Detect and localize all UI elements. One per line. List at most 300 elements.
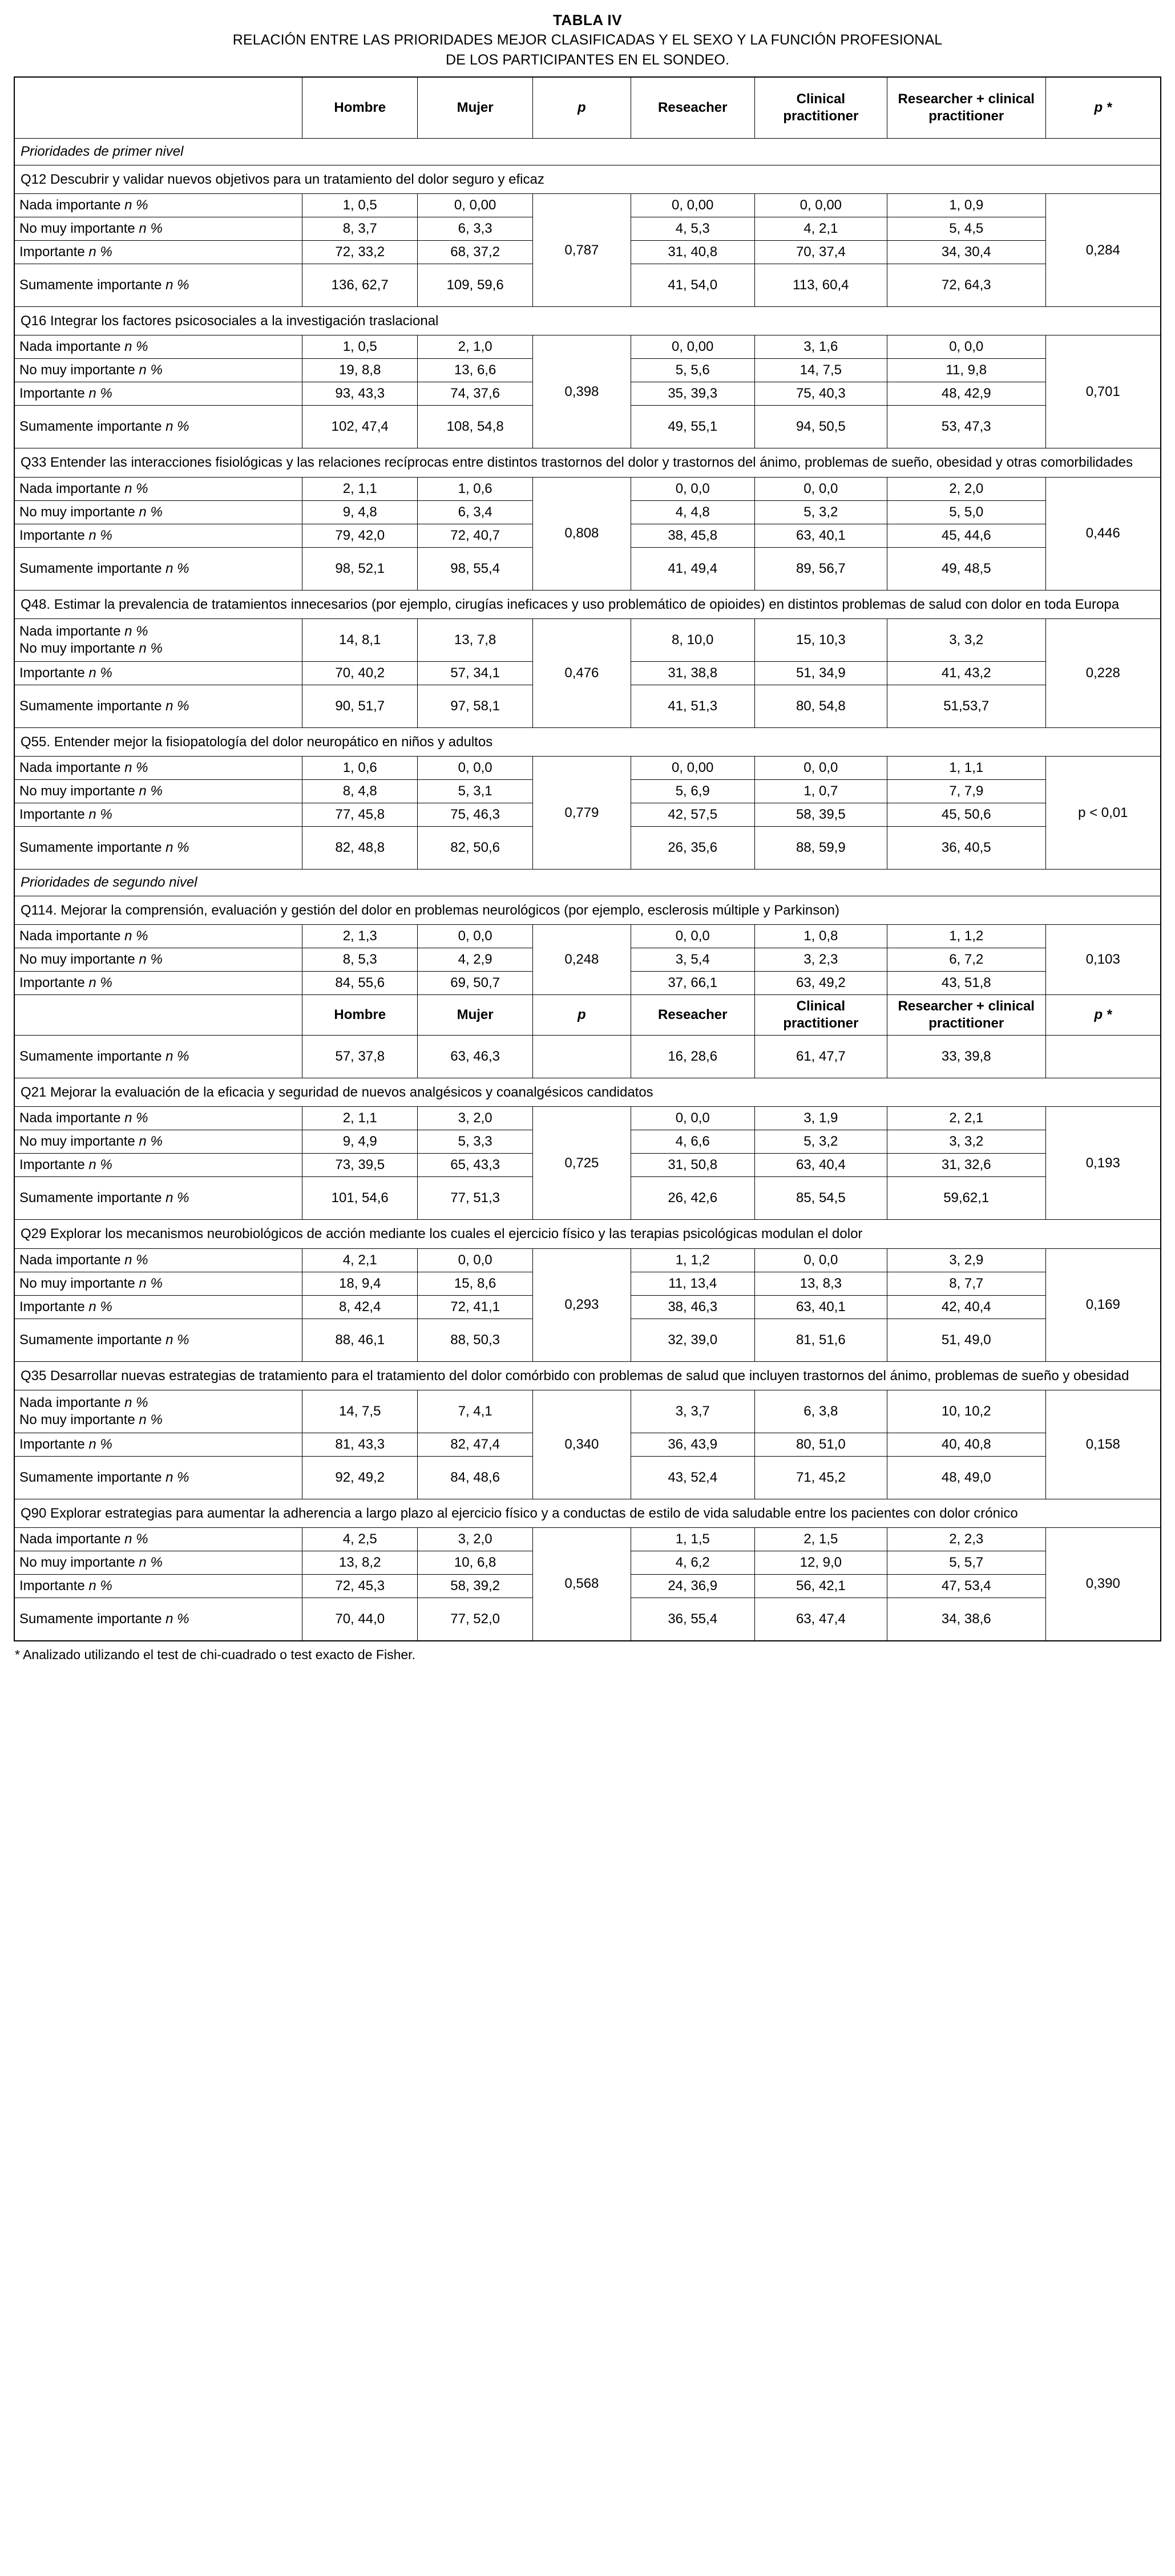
cell-researcher: 41, 54,0 bbox=[631, 264, 754, 307]
cell-researcher: 42, 57,5 bbox=[631, 803, 754, 827]
row-label-nada-y-no-muy-importante: Nada importante n % No muy importante n % bbox=[14, 618, 302, 661]
cell-mujer: 84, 48,6 bbox=[418, 1456, 533, 1499]
row-label-no-muy-importante: No muy importante n % bbox=[14, 359, 302, 382]
cell-researcher: 4, 6,6 bbox=[631, 1130, 754, 1154]
cell-clinical: 94, 50,5 bbox=[754, 406, 887, 448]
row-label-no-muy-importante: No muy importante n % bbox=[14, 217, 302, 241]
row-label-sumamente-importante: Sumamente importante n % bbox=[14, 1177, 302, 1220]
question-row-q33 bbox=[14, 448, 1161, 477]
cell-p-star: 0,103 bbox=[1045, 925, 1161, 995]
cell-clinical: 12, 9,0 bbox=[754, 1551, 887, 1574]
cell-clinical: 3, 1,9 bbox=[754, 1107, 887, 1130]
cell-clinical: 63, 40,4 bbox=[754, 1154, 887, 1177]
question-text: Q12 Descubrir y validar nuevos objetivos para un tratamiento del dolor seguro y eficaz bbox=[14, 165, 1161, 194]
cell-both: 1, 1,1 bbox=[887, 757, 1045, 780]
cell-clinical: 61, 47,7 bbox=[754, 1036, 887, 1078]
cell-p: 0,787 bbox=[533, 194, 631, 307]
cell-hombre: 57, 37,8 bbox=[302, 1036, 418, 1078]
cell-clinical: 4, 2,1 bbox=[754, 217, 887, 241]
section-label: Prioridades de primer nivel bbox=[14, 139, 1161, 165]
table-row bbox=[14, 1527, 1161, 1551]
table-row bbox=[14, 194, 1161, 217]
row-label-no-muy-importante: No muy importante n % bbox=[14, 500, 302, 524]
cell-mujer: 77, 52,0 bbox=[418, 1598, 533, 1641]
cell-clinical: 63, 40,1 bbox=[754, 524, 887, 547]
cell-mujer: 15, 8,6 bbox=[418, 1272, 533, 1295]
table-caption-line-2: DE LOS PARTICIPANTES EN EL SONDEO. bbox=[445, 51, 730, 68]
row-label-sumamente-importante: Sumamente importante n % bbox=[14, 1036, 302, 1078]
cell-researcher: 5, 5,6 bbox=[631, 359, 754, 382]
cell-hombre: 70, 44,0 bbox=[302, 1598, 418, 1641]
cell-researcher: 37, 66,1 bbox=[631, 972, 754, 995]
header-researcher-clinical: Researcher + clinical practitioner bbox=[887, 995, 1045, 1036]
cell-researcher: 3, 3,7 bbox=[631, 1390, 754, 1433]
cell-researcher: 41, 51,3 bbox=[631, 685, 754, 727]
cell-p: 0,568 bbox=[533, 1527, 631, 1641]
row-label-importante: Importante n % bbox=[14, 972, 302, 995]
cell-mujer: 74, 37,6 bbox=[418, 382, 533, 406]
cell-researcher: 0, 0,0 bbox=[631, 1107, 754, 1130]
cell-mujer: 3, 2,0 bbox=[418, 1107, 533, 1130]
header-researcher-clinical: Researcher + clinical practitioner bbox=[887, 77, 1045, 139]
question-text: Q16 Integrar los factores psicosociales a la investigación traslacional bbox=[14, 307, 1161, 335]
cell-both: 41, 43,2 bbox=[887, 661, 1045, 685]
cell-clinical: 70, 37,4 bbox=[754, 241, 887, 264]
cell-mujer: 13, 6,6 bbox=[418, 359, 533, 382]
cell-researcher: 31, 38,8 bbox=[631, 661, 754, 685]
cell-both: 3, 2,9 bbox=[887, 1248, 1045, 1272]
question-text: Q35 Desarrollar nuevas estrategias de tratamiento para el tratamiento del dolor comórbido con problemas de salud que incluyen trastornos del ánimo, problemas de sueño y obesidad bbox=[14, 1361, 1161, 1390]
cell-clinical: 14, 7,5 bbox=[754, 359, 887, 382]
cell-hombre: 82, 48,8 bbox=[302, 827, 418, 870]
cell-hombre: 1, 0,5 bbox=[302, 335, 418, 359]
cell-hombre: 77, 45,8 bbox=[302, 803, 418, 827]
cell-p-star: p < 0,01 bbox=[1045, 757, 1161, 870]
cell-mujer: 5, 3,1 bbox=[418, 780, 533, 803]
cell-both: 5, 5,0 bbox=[887, 500, 1045, 524]
cell-mujer: 98, 55,4 bbox=[418, 547, 533, 590]
cell-researcher: 4, 4,8 bbox=[631, 500, 754, 524]
question-row-q48 bbox=[14, 590, 1161, 618]
cell-p bbox=[533, 1036, 631, 1078]
table-number: TABLA IV bbox=[553, 11, 622, 29]
cell-hombre: 13, 8,2 bbox=[302, 1551, 418, 1574]
cell-hombre: 72, 45,3 bbox=[302, 1574, 418, 1598]
cell-mujer: 0, 0,0 bbox=[418, 757, 533, 780]
table-row bbox=[14, 618, 1161, 661]
cell-both: 53, 47,3 bbox=[887, 406, 1045, 448]
row-label-importante: Importante n % bbox=[14, 382, 302, 406]
header-mujer: Mujer bbox=[418, 995, 533, 1036]
section-header-level-2 bbox=[14, 870, 1161, 896]
cell-researcher: 11, 13,4 bbox=[631, 1272, 754, 1295]
cell-hombre: 81, 43,3 bbox=[302, 1433, 418, 1456]
header-clinical-practitioner: Clinical practitioner bbox=[754, 995, 887, 1036]
cell-p-star: 0,169 bbox=[1045, 1248, 1161, 1361]
cell-both: 1, 1,2 bbox=[887, 925, 1045, 948]
row-label-nada-importante: Nada importante n % bbox=[14, 925, 302, 948]
header-researcher: Reseacher bbox=[631, 995, 754, 1036]
cell-researcher: 41, 49,4 bbox=[631, 547, 754, 590]
cell-clinical: 1, 0,8 bbox=[754, 925, 887, 948]
question-text: Q48. Estimar la prevalencia de tratamientos innecesarios (por ejemplo, cirugías ineficaces y uso problemático de opioides) en distintos problemas de salud con dolor en toda Europa bbox=[14, 590, 1161, 618]
cell-mujer: 57, 34,1 bbox=[418, 661, 533, 685]
cell-researcher: 4, 5,3 bbox=[631, 217, 754, 241]
cell-both: 5, 4,5 bbox=[887, 217, 1045, 241]
cell-p-star: 0,228 bbox=[1045, 618, 1161, 727]
cell-both: 3, 3,2 bbox=[887, 1130, 1045, 1154]
cell-researcher: 0, 0,00 bbox=[631, 335, 754, 359]
cell-both: 43, 51,8 bbox=[887, 972, 1045, 995]
cell-hombre: 8, 5,3 bbox=[302, 948, 418, 972]
cell-clinical: 88, 59,9 bbox=[754, 827, 887, 870]
question-text: Q21 Mejorar la evaluación de la eficacia y seguridad de nuevos analgésicos y coanalgésicos candidatos bbox=[14, 1078, 1161, 1107]
cell-mujer: 6, 3,4 bbox=[418, 500, 533, 524]
cell-hombre: 72, 33,2 bbox=[302, 241, 418, 264]
table-footnote: * Analizado utilizando el test de chi-cuadrado o test exacto de Fisher. bbox=[15, 1647, 415, 1662]
header-mujer: Mujer bbox=[418, 77, 533, 139]
row-label-nada-importante: Nada importante n % bbox=[14, 194, 302, 217]
question-text: Q33 Entender las interacciones fisiológicas y las relaciones recíprocas entre distintos trastornos del dolor y trastornos del ánimo, problemas de sueño, obesidad y otras comorbilidades bbox=[14, 448, 1161, 477]
row-label-importante: Importante n % bbox=[14, 661, 302, 685]
header-p-star: p * bbox=[1045, 77, 1161, 139]
cell-hombre: 4, 2,5 bbox=[302, 1527, 418, 1551]
cell-hombre: 136, 62,7 bbox=[302, 264, 418, 307]
section-label: Prioridades de segundo nivel bbox=[14, 870, 1161, 896]
cell-mujer: 72, 41,1 bbox=[418, 1295, 533, 1319]
cell-both: 40, 40,8 bbox=[887, 1433, 1045, 1456]
cell-clinical: 13, 8,3 bbox=[754, 1272, 887, 1295]
cell-clinical: 56, 42,1 bbox=[754, 1574, 887, 1598]
cell-hombre: 1, 0,6 bbox=[302, 757, 418, 780]
cell-both: 51,53,7 bbox=[887, 685, 1045, 727]
question-row-q21 bbox=[14, 1078, 1161, 1107]
cell-mujer: 88, 50,3 bbox=[418, 1319, 533, 1361]
cell-clinical: 5, 3,2 bbox=[754, 500, 887, 524]
question-text: Q29 Explorar los mecanismos neurobiológicos de acción mediante los cuales el ejercicio físico y las terapias psicológicas modulan el dolor bbox=[14, 1220, 1161, 1248]
cell-p: 0,398 bbox=[533, 335, 631, 448]
cell-clinical: 2, 1,5 bbox=[754, 1527, 887, 1551]
cell-both: 0, 0,0 bbox=[887, 335, 1045, 359]
cell-researcher: 32, 39,0 bbox=[631, 1319, 754, 1361]
cell-hombre: 102, 47,4 bbox=[302, 406, 418, 448]
question-text: Q114. Mejorar la comprensión, evaluación y gestión del dolor en problemas neurológicos (por ejemplo, esclerosis múltiple y Parkinson) bbox=[14, 896, 1161, 925]
question-row-q55 bbox=[14, 727, 1161, 756]
cell-clinical: 0, 0,0 bbox=[754, 477, 887, 500]
row-label-nada-y-no-muy-importante: Nada importante n % No muy importante n % bbox=[14, 1390, 302, 1433]
cell-both: 34, 30,4 bbox=[887, 241, 1045, 264]
cell-researcher: 38, 46,3 bbox=[631, 1295, 754, 1319]
table-header-row bbox=[14, 77, 1161, 139]
cell-clinical: 71, 45,2 bbox=[754, 1456, 887, 1499]
cell-researcher: 0, 0,0 bbox=[631, 925, 754, 948]
header-hombre: Hombre bbox=[302, 995, 418, 1036]
cell-p-star: 0,446 bbox=[1045, 477, 1161, 590]
table-body bbox=[14, 139, 1161, 1641]
row-label-importante: Importante n % bbox=[14, 241, 302, 264]
row-label-nada-importante: Nada importante n % bbox=[14, 1107, 302, 1130]
cell-hombre: 18, 9,4 bbox=[302, 1272, 418, 1295]
cell-mujer: 5, 3,3 bbox=[418, 1130, 533, 1154]
cell-clinical: 6, 3,8 bbox=[754, 1390, 887, 1433]
cell-mujer: 68, 37,2 bbox=[418, 241, 533, 264]
cell-researcher: 8, 10,0 bbox=[631, 618, 754, 661]
cell-mujer: 0, 0,0 bbox=[418, 925, 533, 948]
cell-both: 42, 40,4 bbox=[887, 1295, 1045, 1319]
cell-hombre: 14, 7,5 bbox=[302, 1390, 418, 1433]
row-label-no-muy-importante: No muy importante n % bbox=[14, 1551, 302, 1574]
cell-hombre: 88, 46,1 bbox=[302, 1319, 418, 1361]
cell-clinical: 113, 60,4 bbox=[754, 264, 887, 307]
cell-p: 0,340 bbox=[533, 1390, 631, 1499]
cell-researcher: 1, 1,5 bbox=[631, 1527, 754, 1551]
cell-mujer: 108, 54,8 bbox=[418, 406, 533, 448]
cell-mujer: 0, 0,00 bbox=[418, 194, 533, 217]
cell-p-star: 0,193 bbox=[1045, 1107, 1161, 1220]
cell-p: 0,779 bbox=[533, 757, 631, 870]
row-label-sumamente-importante: Sumamente importante n % bbox=[14, 827, 302, 870]
header-blank bbox=[14, 77, 302, 139]
cell-mujer: 3, 2,0 bbox=[418, 1527, 533, 1551]
header-p-star: p * bbox=[1045, 995, 1161, 1036]
cell-mujer: 7, 4,1 bbox=[418, 1390, 533, 1433]
table-caption-line-1: RELACIÓN ENTRE LAS PRIORIDADES MEJOR CLASIFICADAS Y EL SEXO Y LA FUNCIÓN PROFESIONAL bbox=[232, 32, 943, 48]
row-label-nada-importante: Nada importante n % bbox=[14, 335, 302, 359]
row-label-no-muy-importante: No muy importante n % bbox=[14, 1130, 302, 1154]
cell-clinical: 75, 40,3 bbox=[754, 382, 887, 406]
row-label-importante: Importante n % bbox=[14, 1295, 302, 1319]
question-text: Q90 Explorar estrategias para aumentar la adherencia a largo plazo al ejercicio físico y a conductas de estilo de vida saludable entre los pacientes con dolor crónico bbox=[14, 1499, 1161, 1527]
row-label-no-muy-importante: No muy importante n % bbox=[14, 780, 302, 803]
cell-researcher: 16, 28,6 bbox=[631, 1036, 754, 1078]
cell-both: 2, 2,0 bbox=[887, 477, 1045, 500]
header-blank bbox=[14, 995, 302, 1036]
table-row bbox=[14, 757, 1161, 780]
question-row-q90 bbox=[14, 1499, 1161, 1527]
cell-p: 0,808 bbox=[533, 477, 631, 590]
cell-mujer: 13, 7,8 bbox=[418, 618, 533, 661]
cell-hombre: 14, 8,1 bbox=[302, 618, 418, 661]
title-block bbox=[14, 10, 1161, 70]
row-label-importante: Importante n % bbox=[14, 1574, 302, 1598]
cell-mujer: 75, 46,3 bbox=[418, 803, 533, 827]
row-label-sumamente-importante: Sumamente importante n % bbox=[14, 547, 302, 590]
cell-both: 31, 32,6 bbox=[887, 1154, 1045, 1177]
cell-hombre: 84, 55,6 bbox=[302, 972, 418, 995]
row-label-sumamente-importante: Sumamente importante n % bbox=[14, 685, 302, 727]
cell-hombre: 9, 4,9 bbox=[302, 1130, 418, 1154]
cell-clinical: 51, 34,9 bbox=[754, 661, 887, 685]
cell-clinical: 80, 54,8 bbox=[754, 685, 887, 727]
cell-p-star: 0,701 bbox=[1045, 335, 1161, 448]
section-header-level-1 bbox=[14, 139, 1161, 165]
cell-hombre: 98, 52,1 bbox=[302, 547, 418, 590]
cell-mujer: 4, 2,9 bbox=[418, 948, 533, 972]
cell-clinical: 58, 39,5 bbox=[754, 803, 887, 827]
cell-hombre: 70, 40,2 bbox=[302, 661, 418, 685]
table-row bbox=[14, 335, 1161, 359]
cell-clinical: 80, 51,0 bbox=[754, 1433, 887, 1456]
header-p: p bbox=[533, 995, 631, 1036]
cell-both: 34, 38,6 bbox=[887, 1598, 1045, 1641]
row-label-nada-importante: Nada importante n % bbox=[14, 1527, 302, 1551]
row-label-importante: Importante n % bbox=[14, 1433, 302, 1456]
cell-hombre: 90, 51,7 bbox=[302, 685, 418, 727]
cell-hombre: 92, 49,2 bbox=[302, 1456, 418, 1499]
cell-both: 36, 40,5 bbox=[887, 827, 1045, 870]
cell-both: 45, 50,6 bbox=[887, 803, 1045, 827]
cell-researcher: 3, 5,4 bbox=[631, 948, 754, 972]
cell-researcher: 26, 42,6 bbox=[631, 1177, 754, 1220]
cell-clinical: 5, 3,2 bbox=[754, 1130, 887, 1154]
cell-hombre: 1, 0,5 bbox=[302, 194, 418, 217]
cell-both: 3, 3,2 bbox=[887, 618, 1045, 661]
header-hombre: Hombre bbox=[302, 77, 418, 139]
cell-clinical: 3, 2,3 bbox=[754, 948, 887, 972]
cell-both: 2, 2,3 bbox=[887, 1527, 1045, 1551]
cell-clinical: 0, 0,00 bbox=[754, 194, 887, 217]
cell-mujer: 82, 47,4 bbox=[418, 1433, 533, 1456]
row-label-no-muy-importante: No muy importante n % bbox=[14, 1272, 302, 1295]
cell-both: 47, 53,4 bbox=[887, 1574, 1045, 1598]
cell-mujer: 1, 0,6 bbox=[418, 477, 533, 500]
cell-hombre: 2, 1,3 bbox=[302, 925, 418, 948]
cell-mujer: 58, 39,2 bbox=[418, 1574, 533, 1598]
table-row bbox=[14, 477, 1161, 500]
question-row-q16 bbox=[14, 307, 1161, 335]
cell-both: 6, 7,2 bbox=[887, 948, 1045, 972]
cell-mujer: 10, 6,8 bbox=[418, 1551, 533, 1574]
cell-clinical: 0, 0,0 bbox=[754, 1248, 887, 1272]
cell-researcher: 36, 55,4 bbox=[631, 1598, 754, 1641]
cell-researcher: 31, 40,8 bbox=[631, 241, 754, 264]
cell-both: 49, 48,5 bbox=[887, 547, 1045, 590]
cell-mujer: 72, 40,7 bbox=[418, 524, 533, 547]
row-label-importante: Importante n % bbox=[14, 1154, 302, 1177]
cell-researcher: 1, 1,2 bbox=[631, 1248, 754, 1272]
cell-mujer: 6, 3,3 bbox=[418, 217, 533, 241]
table-row bbox=[14, 1390, 1161, 1433]
row-label-nada-importante: Nada importante n % bbox=[14, 477, 302, 500]
cell-researcher: 5, 6,9 bbox=[631, 780, 754, 803]
cell-mujer: 65, 43,3 bbox=[418, 1154, 533, 1177]
cell-hombre: 8, 42,4 bbox=[302, 1295, 418, 1319]
cell-researcher: 36, 43,9 bbox=[631, 1433, 754, 1456]
cell-both: 1, 0,9 bbox=[887, 194, 1045, 217]
cell-researcher: 4, 6,2 bbox=[631, 1551, 754, 1574]
cell-mujer: 97, 58,1 bbox=[418, 685, 533, 727]
cell-both: 2, 2,1 bbox=[887, 1107, 1045, 1130]
cell-both: 11, 9,8 bbox=[887, 359, 1045, 382]
question-row-q114 bbox=[14, 896, 1161, 925]
row-label-sumamente-importante: Sumamente importante n % bbox=[14, 1598, 302, 1641]
cell-mujer: 77, 51,3 bbox=[418, 1177, 533, 1220]
row-label-sumamente-importante: Sumamente importante n % bbox=[14, 1456, 302, 1499]
cell-researcher: 43, 52,4 bbox=[631, 1456, 754, 1499]
cell-mujer: 69, 50,7 bbox=[418, 972, 533, 995]
cell-hombre: 93, 43,3 bbox=[302, 382, 418, 406]
cell-both: 45, 44,6 bbox=[887, 524, 1045, 547]
question-row-q35 bbox=[14, 1361, 1161, 1390]
cell-both: 72, 64,3 bbox=[887, 264, 1045, 307]
cell-p-star: 0,390 bbox=[1045, 1527, 1161, 1641]
cell-clinical: 63, 47,4 bbox=[754, 1598, 887, 1641]
cell-researcher: 0, 0,00 bbox=[631, 757, 754, 780]
header-researcher: Reseacher bbox=[631, 77, 754, 139]
cell-p-star: 0,158 bbox=[1045, 1390, 1161, 1499]
cell-hombre: 8, 3,7 bbox=[302, 217, 418, 241]
question-text: Q55. Entender mejor la fisiopatología del dolor neuropático en niños y adultos bbox=[14, 727, 1161, 756]
cell-clinical: 89, 56,7 bbox=[754, 547, 887, 590]
row-label-importante: Importante n % bbox=[14, 524, 302, 547]
cell-hombre: 2, 1,1 bbox=[302, 477, 418, 500]
cell-clinical: 81, 51,6 bbox=[754, 1319, 887, 1361]
table-row bbox=[14, 925, 1161, 948]
table-row bbox=[14, 1036, 1161, 1078]
cell-clinical: 63, 40,1 bbox=[754, 1295, 887, 1319]
cell-clinical: 63, 49,2 bbox=[754, 972, 887, 995]
priorities-table bbox=[14, 76, 1161, 1641]
cell-researcher: 38, 45,8 bbox=[631, 524, 754, 547]
cell-mujer: 0, 0,0 bbox=[418, 1248, 533, 1272]
cell-researcher: 49, 55,1 bbox=[631, 406, 754, 448]
cell-both: 59,62,1 bbox=[887, 1177, 1045, 1220]
cell-mujer: 2, 1,0 bbox=[418, 335, 533, 359]
cell-hombre: 19, 8,8 bbox=[302, 359, 418, 382]
row-label-sumamente-importante: Sumamente importante n % bbox=[14, 264, 302, 307]
cell-researcher: 26, 35,6 bbox=[631, 827, 754, 870]
cell-researcher: 31, 50,8 bbox=[631, 1154, 754, 1177]
cell-p: 0,725 bbox=[533, 1107, 631, 1220]
row-label-nada-importante: Nada importante n % bbox=[14, 757, 302, 780]
cell-both: 48, 42,9 bbox=[887, 382, 1045, 406]
cell-hombre: 79, 42,0 bbox=[302, 524, 418, 547]
cell-mujer: 82, 50,6 bbox=[418, 827, 533, 870]
row-label-importante: Importante n % bbox=[14, 803, 302, 827]
question-row-q29 bbox=[14, 1220, 1161, 1248]
table-row bbox=[14, 1248, 1161, 1272]
cell-p: 0,476 bbox=[533, 618, 631, 727]
cell-hombre: 9, 4,8 bbox=[302, 500, 418, 524]
cell-clinical: 15, 10,3 bbox=[754, 618, 887, 661]
cell-researcher: 24, 36,9 bbox=[631, 1574, 754, 1598]
cell-hombre: 4, 2,1 bbox=[302, 1248, 418, 1272]
cell-hombre: 101, 54,6 bbox=[302, 1177, 418, 1220]
cell-both: 7, 7,9 bbox=[887, 780, 1045, 803]
cell-p: 0,248 bbox=[533, 925, 631, 995]
cell-both: 48, 49,0 bbox=[887, 1456, 1045, 1499]
cell-researcher: 0, 0,0 bbox=[631, 477, 754, 500]
row-label-nada-importante: Nada importante n % bbox=[14, 1248, 302, 1272]
cell-p: 0,293 bbox=[533, 1248, 631, 1361]
cell-clinical: 0, 0,0 bbox=[754, 757, 887, 780]
question-row-q12 bbox=[14, 165, 1161, 194]
row-label-no-muy-importante: No muy importante n % bbox=[14, 948, 302, 972]
cell-p-star bbox=[1045, 1036, 1161, 1078]
cell-researcher: 35, 39,3 bbox=[631, 382, 754, 406]
cell-hombre: 73, 39,5 bbox=[302, 1154, 418, 1177]
row-label-sumamente-importante: Sumamente importante n % bbox=[14, 406, 302, 448]
cell-clinical: 1, 0,7 bbox=[754, 780, 887, 803]
cell-hombre: 8, 4,8 bbox=[302, 780, 418, 803]
cell-clinical: 3, 1,6 bbox=[754, 335, 887, 359]
cell-mujer: 109, 59,6 bbox=[418, 264, 533, 307]
cell-hombre: 2, 1,1 bbox=[302, 1107, 418, 1130]
header-p: p bbox=[533, 77, 631, 139]
cell-both: 8, 7,7 bbox=[887, 1272, 1045, 1295]
row-label-sumamente-importante: Sumamente importante n % bbox=[14, 1319, 302, 1361]
cell-both: 51, 49,0 bbox=[887, 1319, 1045, 1361]
